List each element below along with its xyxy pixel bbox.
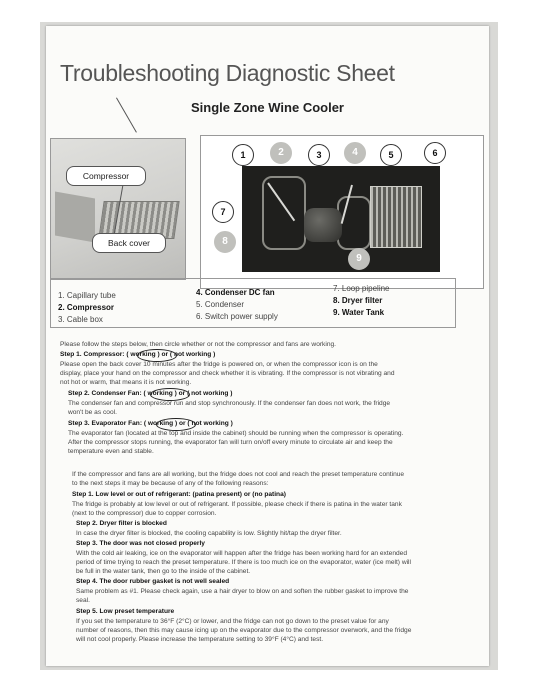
reason-4-line: seal. [76, 597, 90, 604]
check-step-3-line: temperature even and stable. [68, 448, 154, 455]
marker-8: 8 [214, 231, 236, 253]
reason-1-line: (next to the compressor) due to copper corrosion. [72, 510, 217, 517]
callout-back-cover: Back cover [92, 233, 166, 253]
reason-5-line: will not cool properly. Please increase the temperature setting to 39°F (4°C) and test. [76, 636, 324, 643]
compressor-unit [304, 208, 342, 242]
check-step-2-line: The condenser fan and compressor run and stop synchronously. If the condenser fan does not work, the fridge [68, 400, 391, 407]
reason-1-line: The fridge is probably at low level or out of refrigerant. If possible, please check if there is patina in the water tank [72, 501, 402, 508]
page-subtitle: Single Zone Wine Cooler [190, 100, 344, 115]
reason-1-heading: Step 1. Low level or out of refrigerant: (patina present) or (no patina) [72, 491, 286, 498]
marker-4: 4 [344, 142, 366, 164]
reason-3-heading: Step 3. The door was not closed properly [76, 540, 205, 547]
reason-4-line: Same problem as #1. Please check again, use a hair dryer to blow on and soften the rubber gasket to improve the [76, 588, 409, 595]
marker-5: 5 [380, 144, 402, 166]
check-step-3-line: The evaporator fan (located at the top and inside the cabinet) should be running when the compressor is operating. [68, 430, 404, 437]
condenser-coil [370, 186, 422, 248]
check-step-2-line: won't be as cool. [68, 409, 117, 416]
marker-9: 9 [348, 248, 370, 270]
handwritten-circle [150, 388, 190, 401]
check-step-3-line: After the compressor stops running, the evaporator fan will turn on/off every minute to circulate air and keep the [68, 439, 393, 446]
part-8: 8. Dryer filter [333, 296, 383, 305]
reason-4-heading: Step 4. The door rubber gasket is not well sealed [76, 578, 230, 585]
reason-2-heading: Step 2. Dryer filter is blocked [76, 520, 167, 527]
part-2: 2. Compressor [58, 303, 115, 312]
part-6: 6. Switch power supply [196, 312, 278, 321]
reason-3-line: period of time trying to reach the preset temperature. If there is too much ice on the evaporator, water (ice melt) will [76, 559, 411, 566]
marker-7: 7 [212, 201, 234, 223]
intro-text: Please follow the steps below, then circle whether or not the compressor and fans are working. [60, 341, 336, 348]
check-step-2-heading: Step 2. Condenser Fan: ( working ) or ( not working ) [68, 390, 233, 397]
check-step-1-line: display, place your hand on the compressor and check whether it is vibrating. If the compressor is not vibrating and [60, 370, 395, 377]
reason-3-line: With the cold air leaking, ice on the evaporator will happen after the fridge has been working hard for an extended [76, 550, 407, 557]
page-title: Troubleshooting Diagnostic Sheet [60, 60, 395, 86]
marker-2: 2 [270, 142, 292, 164]
check-step-1-line: Please open the back cover 10 minutes after the fridge is powered on, or when the compressor icon is on the [60, 361, 378, 368]
part-3: 3. Cable box [58, 315, 103, 324]
reason-5-line: number of reasons, then this may cause icing up on the evaporator due to the compressor overwork, and the fridge [76, 627, 412, 634]
reason-5-line: If you set the temperature to 36°F (2°C) or lower, and the fridge can not go down to the preset value for any [76, 618, 389, 625]
marker-1: 1 [232, 144, 254, 166]
reason-2-line: In case the dryer filter is blocked, the cooling capability is low. Slightly hit/tap the dryer filter. [76, 530, 342, 537]
part-7: 7. Loop pipeline [333, 284, 390, 293]
reason-5-heading: Step 5. Low preset temperature [76, 608, 175, 615]
continue-text: to the next steps it may be because of any of the following reasons: [72, 480, 269, 487]
handwritten-circle [137, 349, 177, 362]
marker-6: 6 [424, 142, 446, 164]
reason-3-line: be full in the water tank, then go to the inside of the cabinet. [76, 568, 251, 575]
part-1: 1. Capillary tube [58, 291, 116, 300]
check-step-3-heading: Step 3. Evaporator Fan: ( working ) or ( not working ) [68, 420, 233, 427]
document-page [46, 26, 489, 666]
part-5: 5. Condenser [196, 300, 245, 309]
check-step-1-heading: Step 1. Compressor: ( working ) or ( not working ) [60, 351, 216, 358]
callout-compressor: Compressor [66, 166, 146, 186]
continue-text: If the compressor and fans are all working, but the fridge does not cool and reach the preset temperature continue [72, 471, 405, 478]
check-step-1-line: not hot or warm, that means it is not working. [60, 379, 192, 386]
part-4: 4. Condenser DC fan [196, 288, 275, 297]
handwritten-circle [156, 418, 196, 431]
part-9: 9. Water Tank [333, 308, 385, 317]
marker-3: 3 [308, 144, 330, 166]
